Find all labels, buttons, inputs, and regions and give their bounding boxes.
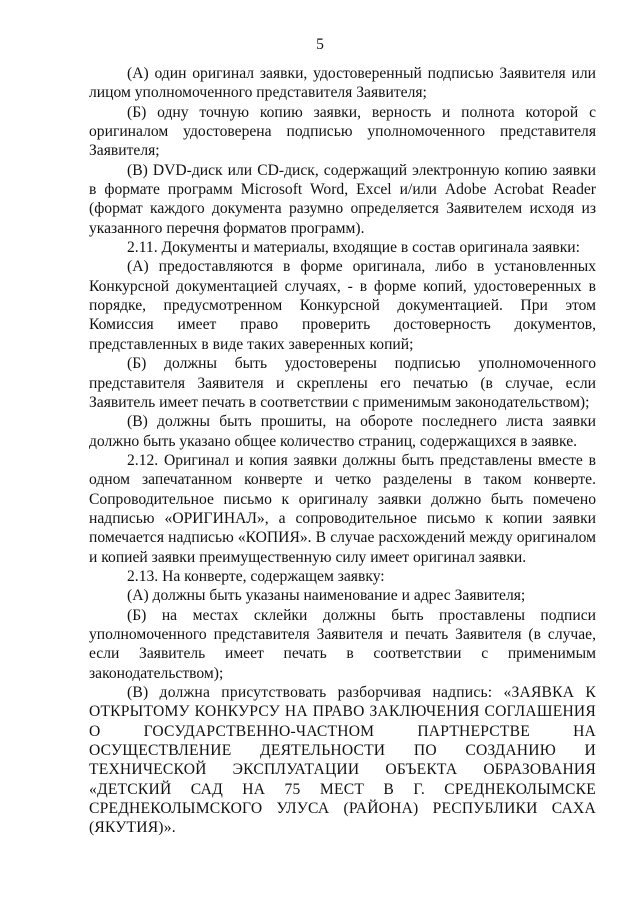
paragraph-c-disk: (В) DVD-диск или CD-диск, содержащий электронную копию заявки в формате программ Microsoft Word, Excel и/или Adobe Acrobat Reader (формат каждого документа разумно определяется Заявителем исходя из указанного перечня форматов программ). [89,161,596,237]
document-body [89,64,596,838]
paragraph-2-11-c: (В) должны быть прошиты, на обороте последнего листа заявки должно быть указано общее количество страниц, содержащихся в заявке. [89,413,596,450]
section-heading-2-13: 2.13. На конверте, содержащем заявку: [127,567,385,585]
paragraph-a-original: (А) один оригинал заявки, удостоверенный подписью Заявителя или лицом уполномоченного представителя Заявителя; [89,65,596,102]
paragraph-2-11-b: (Б) должны быть удостоверены подписью уполномоченного представителя Заявителя и скреплены его печатью (в случае, если Заявитель имеет печать в соответствии с применимым законодательством); [89,355,596,411]
paragraph-2-13-b: (Б) на местах склейки должны быть проставлены подписи уполномоченного представителя Заявителя и печать Заявителя (в случае, если Заявитель имеет печать в соответствии с применимым законодательством); [89,606,596,682]
page-number: 5 [316,36,324,53]
paragraph-b-copy: (Б) одну точную копию заявки, верность и полнота которой с оригиналом удостоверена подписью уполномоченного представителя Заявителя; [89,103,596,160]
paragraph-2-13-c: (В) должна присутствовать разборчивая надпись: «ЗАЯВКА К ОТКРЫТОМУ КОНКУРСУ НА ПРАВО ЗАКЛЮЧЕНИЯ СОГЛАШЕНИЯ О ГОСУДАРСТВЕННО-ЧАСТНОМ ПАРТНЕРСТВЕ НА ОСУЩЕСТВЛЕНИЕ ДЕЯТЕЛЬНОСТИ ПО СОЗДАНИЮ И ТЕХНИЧЕСКОЙ ЭКСПЛУАТАЦИИ ОБЪЕКТА ОБРАЗОВАНИЯ «ДЕТСКИЙ САД НА 75 МЕСТ В Г. СРЕДНЕКОЛЫМСКЕ СРЕДНЕКОЛЫМСКОГО УЛУСА (РАЙОНА) РЕСПУБЛИКИ САХА (ЯКУТИЯ)». [89,684,596,837]
section-2-12: 2.12. Оригинал и копия заявки должны быть представлены вместе в одном запечатанном конверте и четко разделены в таком конверте. Сопроводительное письмо к оригиналу заявки должно быть помечено надписью «ОРИГИНАЛ», а сопроводительное письмо к копии заявки помечается надписью «КОПИЯ». В случае расхождений между оригиналом и копией заявки преимущественную силу имеет оригинал заявки. [89,451,596,566]
section-heading-2-11: 2.11. Документы и материалы, входящие в состав оригинала заявки: [127,239,580,257]
paragraph-2-11-a: (А) предоставляются в форме оригинала, либо в установленных Конкурсной документацией случаях, - в форме копий, удостоверенных в порядке, предусмотренном Конкурсной документацией. При этом Комиссия имеет право проверить достоверность документов, представленных в виде таких заверенных копий; [89,258,596,353]
paragraph-2-13-a: (А) должны быть указаны наименование и адрес Заявителя; [127,587,526,605]
